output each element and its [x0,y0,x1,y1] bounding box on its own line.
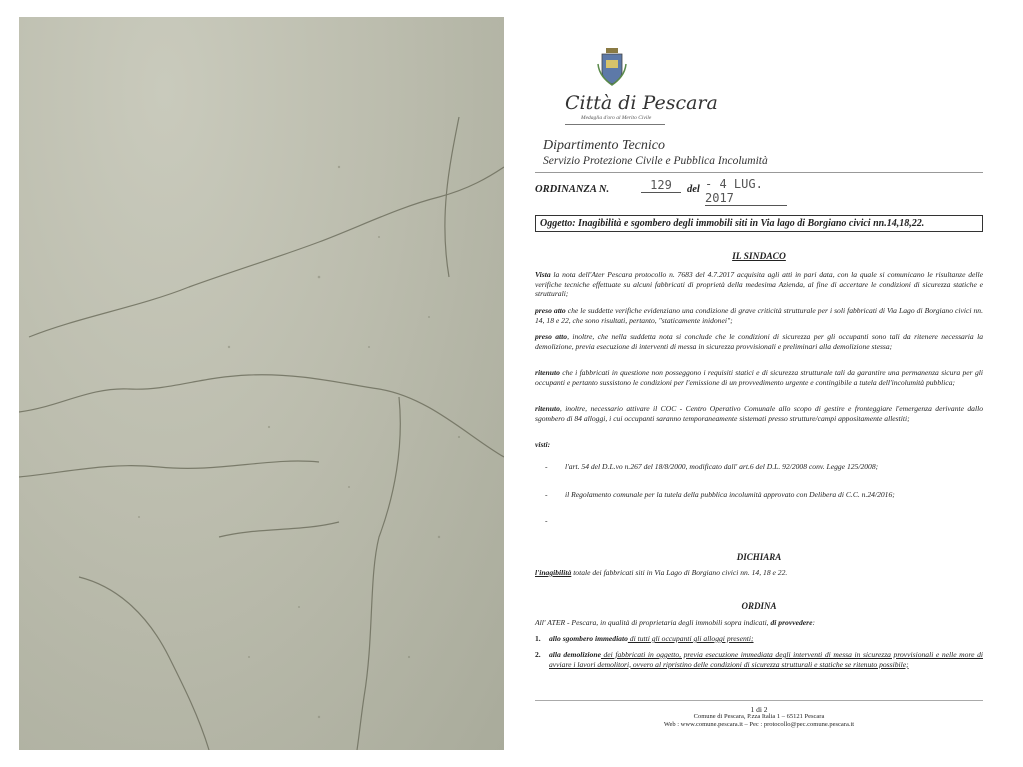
service-name: Servizio Protezione Civile e Pubblica Incolumità [543,155,768,167]
ordina-item: allo sgombero immediato di tutti gli occupanti gli alloggi presenti; [549,634,754,643]
paragraph: preso atto, inoltre, che nella suddetta nota si conclude che le condizioni di sicurezza per gli occupanti sono tali da ritenere necessaria la demolizione, previa esecuzione di interventi di messa in sicurezza provvisionali e preliminari alla demolizione stessa; [535,332,983,351]
ordina-item-number: 1. [535,634,541,643]
divider [535,700,983,701]
cracked-wall-photo [19,17,504,750]
medal-caption: Medaglia d'oro al Merito Civile [581,115,652,121]
ordina-item-number: 2. [535,650,541,659]
page-number: 1 di 2 [750,705,768,714]
footer-web: Web : www.comune.pescara.it – Pec : protocollo@pec.comune.pescara.it [663,721,855,728]
dash: - [545,462,548,471]
ordinance-document [535,40,990,740]
visti-item: l'art. 54 del D.L.vo n.267 del 18/8/2000, modificato dall' art.6 del D.L. 92/2008 conv. Legge 125/2008; [565,462,879,471]
paragraph: preso atto che le suddette verifiche evidenziano una condizione di grave criticità strutturale per i soli fabbricati di Via Lago di Borgiano civici nn. 14, 18 e 22, che sono risultati, pertanto, "staticamente inidonei"; [535,306,983,325]
del-label: del [687,184,700,195]
visti-label: visti: [535,440,551,449]
subject-box: Oggetto: Inagibilità e sgombero degli immobili siti in Via lago di Borgiano civici nn.14,18,22. [535,215,983,232]
paragraph: ritenuto che i fabbricati in questione non posseggono i requisiti statici e di sicurezza strutturale tali da garantire una permanenza sicura per gli occupanti e pertanto sussistono le condizioni per l'emissione di un provvedimento urgente e contingibile a tutela dell'incolumità pubblica; [535,368,983,387]
section-title-ordina: ORDINA [741,601,777,611]
divider [565,124,665,125]
section-title-dichiara: DICHIARA [736,552,782,562]
ordinanza-label: ORDINANZA N. [535,184,610,195]
department-name: Dipartimento Tecnico [543,138,665,153]
wall-cracks [19,17,504,750]
ordinanza-number: 129 [641,178,681,193]
paragraph: ritenuto, inoltre, necessario attivare il COC - Centro Operativo Comunale allo scopo di gestire e fronteggiare l'emergenza derivante dallo sgombero di 84 alloggi, i cui occupanti saranno temporaneamente sistemati presso strutture/campi appositamente allestiti; [535,404,983,423]
visti-item: il Regolamento comunale per la tutela della pubblica incolumità approvato con Delibera di C.C. n.24/2016; [565,490,895,499]
dash: - [545,490,548,499]
ordina-item: alla demolizione dei fabbricati in oggetto, previa esecuzione immediata degli interventi di messa in sicurezza provvisionali e nelle more di avviare i lavori demolitori, ovvero al ripristino delle condizioni di sicurezza strutturali e statiche se ritenuto possibile; [549,650,983,669]
coat-of-arms-icon [595,46,629,86]
city-name: Città di Pescara [565,92,718,114]
dash: - [545,516,548,525]
ordinanza-date: - 4 LUG. 2017 [705,177,787,206]
dichiara-text: l'inagibilità totale dei fabbricati siti in Via Lago di Borgiano civici nn. 14, 18 e 22. [535,568,788,577]
ordina-intro: All' ATER - Pescara, in qualità di proprietaria degli immobili sopra indicati, di provvedere: [535,618,815,627]
section-title-sindaco: IL SINDACO [732,252,786,262]
paragraph: Vista la nota dell'Ater Pescara protocollo n. 7683 del 4.7.2017 acquisita agli atti in pari data, con la quale si comunicano le risultanze delle verifiche tecniche effettuate su alcuni fabbricati di proprietà della medesima Azienda, al fine di accertare le condizioni di sicurezza statiche e strutturali; [535,270,983,299]
footer-address: Comune di Pescara, P.zza Italia 1 – 65121 Pescara [693,713,825,720]
divider [535,172,983,173]
